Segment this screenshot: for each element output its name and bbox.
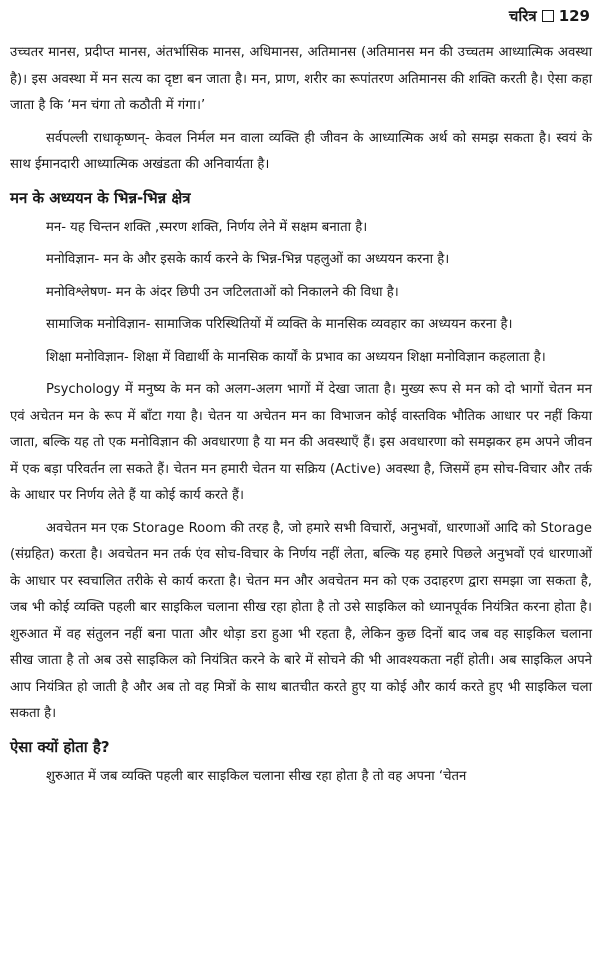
square-bullet-icon bbox=[542, 10, 554, 22]
paragraph-radhakrishnan: सर्वपल्ली राधाकृष्णन्- केवल निर्मल मन वाला व्यक्ति ही जीवन के आध्यात्मिक अर्थ को समझ सकता है। स्वयं के साथ ईमानदारी आध्यात्मिक अखंडता की अनिवार्यता है। bbox=[10, 130, 592, 172]
definition-psychology: मनोविज्ञान- मन के और इसके कार्य करने के भिन्न-भिन्न पहलुओं का अध्ययन करना है। bbox=[46, 252, 450, 267]
question-heading: ऐसा क्यों होता है? bbox=[10, 737, 110, 756]
definition-educational-psychology: शिक्षा मनोविज्ञान- शिक्षा में विद्यार्थी के मानसिक कार्यों के प्रभाव का अध्ययन शिक्षा मनोविज्ञान कहलाता है। bbox=[46, 349, 546, 365]
definition-man: मन- यह चिन्तन शक्ति ,स्मरण शक्ति, निर्णय लेने में सक्षम बनाता है। bbox=[46, 219, 368, 235]
chapter-title: चरित्र bbox=[508, 7, 537, 25]
paragraph-intro: उच्चतर मानस, प्रदीप्त मानस, अंतर्भासिक मानस, अधिमानस, अतिमानस (अतिमानस मन की उच्चतम आध्यात्मिक अवस्था है)। इस अवस्था में मन सत्य का दृष्टा बन जाता है। मन, प्राण, शरीर का रूपांतरण अतिमानस की शक्ति करती है। ऐसा कहा जाता है कि ‘मन चंगा तो कठौती में गंगा।’ bbox=[10, 45, 592, 113]
paragraph-subconscious-mind: अवचेतन मन एक Storage Room की तरह है, जो हमारे सभी विचारों, अनुभवों, धारणाओं आदि को Storage (संग्रहित) करता है। अवचेतन मन तर्क एंव सोच-विचार के निर्णय नहीं लेता, बल्कि यह हमारे पिछले अनुभवों एवं धारणाओं के आधार पर स्वचालित तरीके से कार्य करता है। चेतन मन और अवचेतन मन को एक उदाहरण द्वारा समझा जा सकता है, जब भी कोई व्यक्ति पहली बार साइकिल चलाना सीख रहा होता है तो उसे साइकिल को ध्यानपूर्वक नियंत्रित करना होता है। शुरुआत में वह संतुलन नहीं बना पाता और थोड़ा डरा हुआ भी रहता है, लेकिन कुछ दिनों बाद जब वह साइकिल चलाना सीख जाता है तो अब उसे साइकिल को नियंत्रित करने के बारे में सोचने की भी आवश्यकता नहीं होती। अब साइकिल अपने आप नियंत्रित हो जाती है और अब तो वह मित्रों के साथ बातचीत करते हुए या कोई और कार्य करते हुए भी साइकिल चला सकता है। bbox=[10, 520, 592, 721]
paragraph-conscious-mind: Psychology में मनुष्य के मन को अलग-अलग भागों में देखा जाता है। मुख्य रूप से मन को दो भागों चेतन मन एवं अचेतन मन के रूप में बाँटा गया है। चेतन या अचेतन मन का विभाजन कोई वास्तविक भौतिक आधार पर नहीं किया जाता, बल्कि यह तो एक मनोविज्ञान की अवधारणा है या मन की अवस्थाएँ हैं। इस अवधारणा को समझकर हम अपने जीवन में एक बड़ा परिवर्तन ला सकते हैं। चेतन मन हमारी चेतन या सक्रिय (Active) अवस्था है, जिसमें हम सोच-विचार और तर्क के आधार पर निर्णय लेते हैं या कोई कार्य करते हैं। bbox=[10, 382, 592, 503]
page-body bbox=[10, 40, 592, 796]
section-heading: मन के अध्ययन के भिन्न-भिन्न क्षेत्र bbox=[10, 188, 191, 207]
page-number: 129 bbox=[558, 7, 590, 25]
paragraph-last-line: शुरुआत में जब व्यक्ति पहली बार साइकिल चलाना सीख रहा होता है तो वह अपना ‘चेतन bbox=[46, 768, 467, 784]
page-header bbox=[509, 6, 590, 26]
definition-psychoanalysis: मनोविश्लेषण- मन के अंदर छिपी उन जटिलताओं को निकालने की विधा है। bbox=[46, 284, 399, 300]
definition-social-psychology: सामाजिक मनोविज्ञान- सामाजिक परिस्थितियों में व्यक्ति के मानसिक व्यवहार का अध्ययन करना है। bbox=[46, 317, 513, 332]
